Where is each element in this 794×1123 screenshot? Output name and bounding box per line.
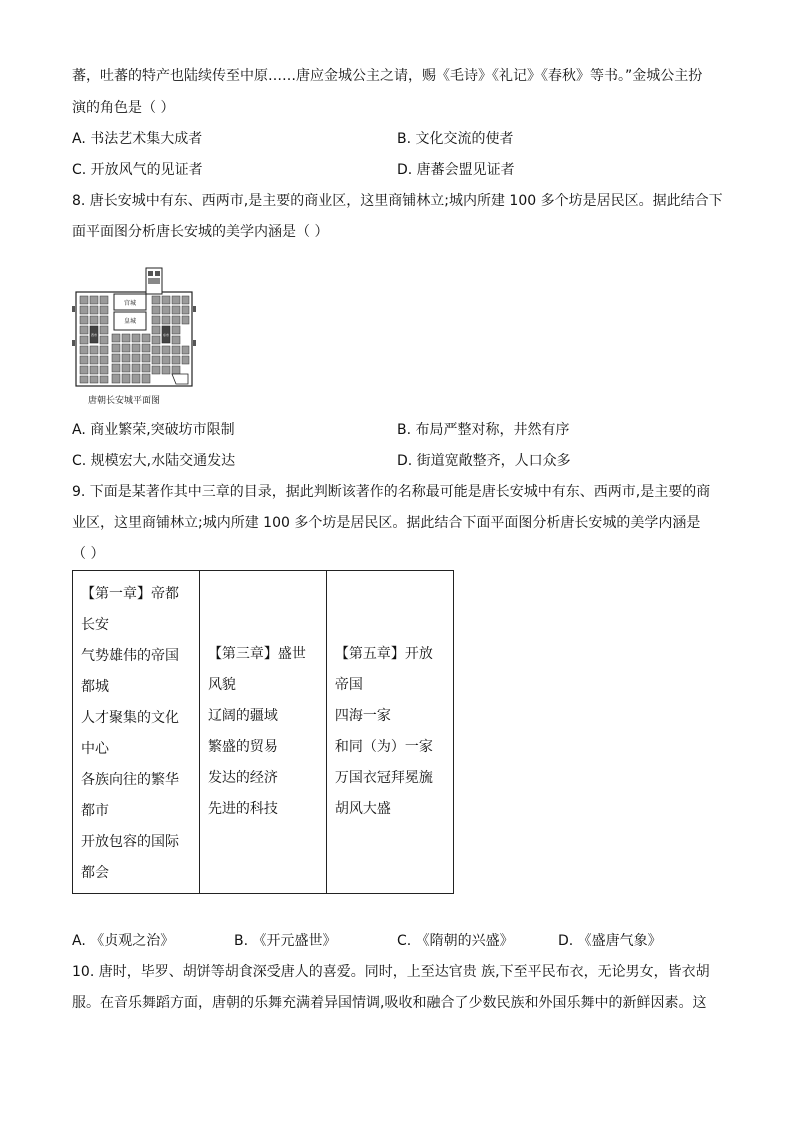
q8-stem-line2: 面平面图分析唐长安城的美学内涵是（ ） <box>72 224 329 240</box>
toc-line: 【第五章】开放 <box>334 646 433 662</box>
map-caption: 唐朝长安城平面图 <box>88 396 161 406</box>
q10-stem-line2: 服。在音乐舞蹈方面，唐朝的乐舞充满着异国情调,吸收和融合了少数民族和外国乐舞中的新鲜因素。这 <box>72 995 707 1011</box>
toc-line: 和同（为）一家 <box>334 739 433 755</box>
changan-city-map <box>72 266 202 408</box>
q7-stem-line1: 蕃，吐蕃的特产也陆续传至中原……唐应金城公主之请，赐《毛诗》《礼记》《春秋》等书。”金城公主扮 <box>72 68 703 84</box>
toc-line: 长安 <box>81 617 109 633</box>
q7-option-a: A. 书法艺术集大成者 <box>72 131 203 147</box>
q9-option-b: B. 《开元盛世》 <box>234 933 337 949</box>
q9-stem-line1: 9. 下面是某著作其中三章的目录，据此判断该著作的名称最可能是唐长安城中有东、西两市,是主要的商 <box>72 484 711 500</box>
toc-table <box>72 570 454 894</box>
toc-line: 胡风大盛 <box>334 801 391 817</box>
q8-option-d: D. 街道宽敞整齐，人口众多 <box>397 453 571 469</box>
toc-line: 都城 <box>81 679 109 695</box>
toc-line: 风貌 <box>207 677 236 693</box>
map-label-west-market: 西市 <box>90 333 98 337</box>
q9-option-a: A. 《贞观之治》 <box>72 933 175 949</box>
toc-line: 先进的科技 <box>207 801 278 817</box>
q8-option-a: A. 商业繁荣,突破坊市限制 <box>72 422 235 438</box>
q9-option-d: D. 《盛唐气象》 <box>558 933 662 949</box>
toc-chapter-3 <box>199 571 326 894</box>
toc-chapter-5 <box>326 571 453 894</box>
toc-line: 各族向往的繁华 <box>81 772 179 788</box>
toc-line: 中心 <box>81 741 109 757</box>
toc-line: 开放包容的国际 <box>81 834 179 850</box>
q8-option-c: C. 规模宏大,水陆交通发达 <box>72 453 236 469</box>
q7-option-c: C. 开放风气的见证者 <box>72 162 203 178</box>
toc-line: 四海一家 <box>334 708 391 724</box>
toc-line: 气势雄伟的帝国 <box>81 648 179 664</box>
toc-chapter-1 <box>73 571 200 894</box>
q7-option-b: B. 文化交流的使者 <box>397 131 514 147</box>
toc-line: 人才聚集的文化 <box>81 710 179 726</box>
toc-line: 【第三章】盛世 <box>207 646 306 662</box>
toc-line: 万国衣冠拜冕旒 <box>334 770 433 786</box>
toc-line: 辽阔的疆域 <box>207 708 278 724</box>
q9-option-c: C. 《隋朝的兴盛》 <box>397 933 514 949</box>
map-label-east-market: 东市 <box>162 333 170 337</box>
toc-line: 发达的经济 <box>207 770 278 786</box>
q10-stem-line1: 10. 唐时，毕罗、胡饼等胡食深受唐人的喜爱。同时，上至达官贵 族,下至平民布衣，无论男女，皆衣胡 <box>72 964 710 980</box>
q7-stem-line2: 演的角色是（ ） <box>72 100 175 116</box>
q9-stem-line3: （ ） <box>72 546 105 562</box>
q9-stem-line2: 业区，这里商铺林立;城内所建 100 多个坊是居民区。据此结合下面平面图分析唐长安城的美学内涵是 <box>72 515 701 531</box>
map-label-imperial: 皇城 <box>123 318 137 325</box>
q7-option-d: D. 唐蕃会盟见证者 <box>397 162 515 178</box>
toc-line: 都会 <box>81 865 109 881</box>
toc-line: 繁盛的贸易 <box>207 739 278 755</box>
toc-line: 都市 <box>81 803 109 819</box>
toc-line: 【第一章】帝都 <box>81 586 179 602</box>
q8-option-b: B. 布局严整对称，井然有序 <box>397 422 570 438</box>
map-label-palace: 宫城 <box>123 300 137 307</box>
toc-line: 帝国 <box>334 677 363 693</box>
q8-stem-line1: 8. 唐长安城中有东、西两市,是主要的商业区，这里商铺林立;城内所建 100 多个坊是居民区。据此结合下 <box>72 193 723 209</box>
